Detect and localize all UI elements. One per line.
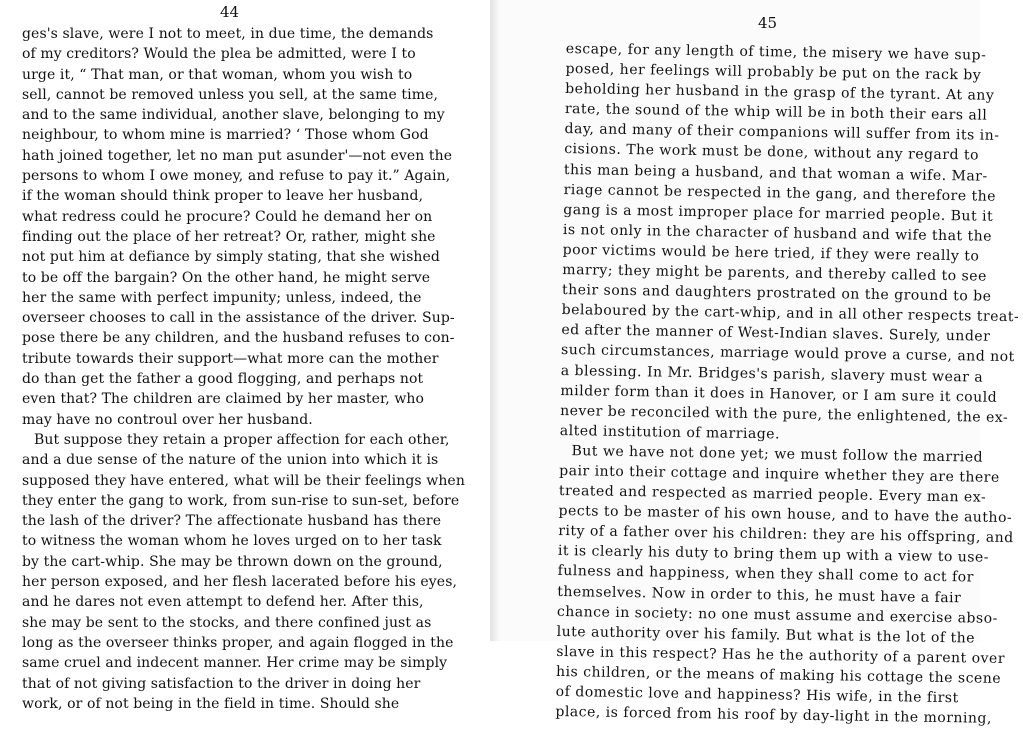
text-line: may have no controul over her husband. bbox=[22, 411, 313, 428]
text-line: cisions. The work must be done, without any regard to bbox=[564, 141, 980, 164]
text-line: she may be sent to the stocks, and there confined just as bbox=[22, 614, 432, 631]
text-line: place, is forced from his roof by day-light in the morning, bbox=[555, 704, 993, 727]
text-line: to witness the woman whom he loves urged on to her task bbox=[22, 533, 442, 550]
text-line: long as the overseer thinks proper, and again flogged in the bbox=[22, 634, 454, 651]
text-line: ed after the manner of West-Indian slaves. Surely, under bbox=[561, 322, 991, 346]
text-line: the lash of the driver? The affectionate husband has there bbox=[22, 513, 442, 530]
right-page bbox=[490, 0, 1020, 727]
text-line: it is clearly his duty to bring them up with a view to use- bbox=[557, 543, 990, 567]
text-line: slave in this respect? Has he the authority of a parent over bbox=[556, 643, 1006, 667]
text-line: his children, or the means of making his cottage the scene bbox=[555, 663, 1002, 687]
text-line: poor victims would be here tried, if they were really to bbox=[562, 241, 980, 265]
text-line: do than get the father a good flogging, and perhaps not bbox=[22, 371, 424, 388]
text-line: beholding her husband in the grasp of the tyrant. At any bbox=[565, 81, 995, 104]
text-line: of domestic love and happiness? His wife, in the first bbox=[555, 683, 959, 707]
text-line: of my creditors? Would the plea be admitted, were I to bbox=[22, 46, 416, 63]
text-line: riage cannot be respected in the gang, and therefore the bbox=[563, 181, 997, 205]
text-line: this man being a husband, and that woman a wife. Mar- bbox=[563, 161, 988, 185]
left-page-text bbox=[22, 24, 465, 714]
text-line: hath joined together, let no man put asunder'—not even the bbox=[22, 147, 453, 164]
text-line: pair into their cottage and inquire whether they are there bbox=[559, 462, 1000, 486]
text-line: her the same with perfect impunity; unless, indeed, the bbox=[22, 289, 422, 306]
right-page-text bbox=[555, 39, 1020, 728]
text-line: is not only in the character of husband and wife that the bbox=[562, 221, 993, 245]
text-line: alted institution of marriage. bbox=[559, 422, 781, 443]
text-line: But we have not done yet; we must follow the married bbox=[571, 443, 984, 466]
text-line: pose there be any children, and the husband refuses to con- bbox=[22, 330, 455, 347]
text-line: escape, for any length of time, the misery we have sup- bbox=[565, 40, 987, 64]
text-line: not put him at defiance by simply stating, that she wished bbox=[22, 249, 440, 266]
text-line: finding out the place of her retreat? Or, rather, might she bbox=[22, 228, 436, 245]
text-line: such circumstances, marriage would prove a curse, and not bbox=[560, 342, 1015, 366]
text-line: persons to whom I owe money, and refuse to pay it.” Again, bbox=[22, 168, 451, 185]
text-line: milder form than it does in Hanover, or I am sure it could bbox=[560, 382, 998, 406]
left-page bbox=[0, 0, 490, 712]
text-line: pects to be master of his own house, and to have the autho- bbox=[558, 503, 1013, 527]
text-line: supposed they have entered, what will be their feelings when bbox=[22, 472, 465, 489]
text-line: belaboured by the cart-whip, and in all other respects treat- bbox=[561, 302, 1020, 326]
text-line: if the woman should think proper to leave her husband, bbox=[22, 188, 424, 205]
page-number-left: 44 bbox=[220, 3, 240, 21]
page-number-right: 45 bbox=[758, 14, 778, 32]
text-line: by the cart-whip. She may be thrown down on the ground, bbox=[22, 553, 443, 570]
text-line: even that? The children are claimed by her master, who bbox=[22, 391, 425, 408]
text-line: never be reconciled with the pure, the enlightened, the ex- bbox=[560, 402, 1009, 426]
text-line: rate, the sound of the whip will be in both their ears all bbox=[564, 101, 988, 124]
text-line: But suppose they retain a proper affection for each other, bbox=[34, 431, 450, 448]
text-line: fulness and happiness, when they shall come to act for bbox=[557, 563, 974, 586]
text-line: and to the same individual, another slave, belonging to my bbox=[22, 107, 445, 124]
text-line: rity of a father over his children: they are his offspring, and bbox=[558, 523, 1014, 547]
text-line: that of not giving satisfaction to the driver in doing her bbox=[22, 675, 421, 692]
text-line: tribute towards their support—what more can the mother bbox=[22, 350, 439, 367]
text-line: sell, cannot be removed unless you sell, at the same time, bbox=[22, 86, 439, 103]
text-line: and he dares not even attempt to defend her. After this, bbox=[22, 594, 424, 611]
text-line: same cruel and indecent manner. Her crime may be simply bbox=[22, 655, 448, 672]
text-line: overseer chooses to call in the assistance of the driver. Sup- bbox=[22, 310, 455, 327]
text-line: marry; they might be parents, and thereby called to see bbox=[562, 262, 987, 285]
text-line: to be off the bargain? On the other hand, he might serve bbox=[22, 269, 431, 286]
text-line: her person exposed, and her flesh lacerated before his eyes, bbox=[22, 574, 458, 591]
text-line: urge it, “ That man, or that woman, whom you wish to bbox=[22, 66, 413, 83]
text-line: ges's slave, were I not to meet, in due time, the demands bbox=[22, 26, 434, 42]
text-line: and a due sense of the nature of the union into which it is bbox=[22, 452, 439, 469]
text-line: a blessing. In Mr. Bridges's parish, slavery must wear a bbox=[560, 362, 984, 386]
text-line: day, and many of their companions will suffer from its in- bbox=[564, 121, 1000, 145]
text-line: neighbour, to whom mine is married? ‘ Those whom God bbox=[22, 127, 429, 144]
text-line: what redress could he procure? Could he demand her on bbox=[22, 208, 433, 225]
text-line: gang is a most improper place for married people. But it bbox=[563, 201, 994, 225]
text-line: chance in society: no one must assume and exercise abso- bbox=[556, 603, 998, 627]
text-line: work, or of not being in the field in time. Should she bbox=[22, 695, 400, 712]
text-line: treated and respected as married people. Every man ex- bbox=[558, 483, 987, 506]
text-line: their sons and daughters prostrated on the ground to be bbox=[561, 282, 992, 305]
text-line: lute authority over his family. But what is the lot of the bbox=[556, 623, 976, 647]
text-line: themselves. Now in order to this, he must have a fair bbox=[557, 583, 962, 606]
text-line: posed, her feelings will probably be put on the rack by bbox=[565, 61, 982, 84]
text-line: they enter the gang to work, from sun-rise to sun-set, before bbox=[22, 492, 460, 509]
